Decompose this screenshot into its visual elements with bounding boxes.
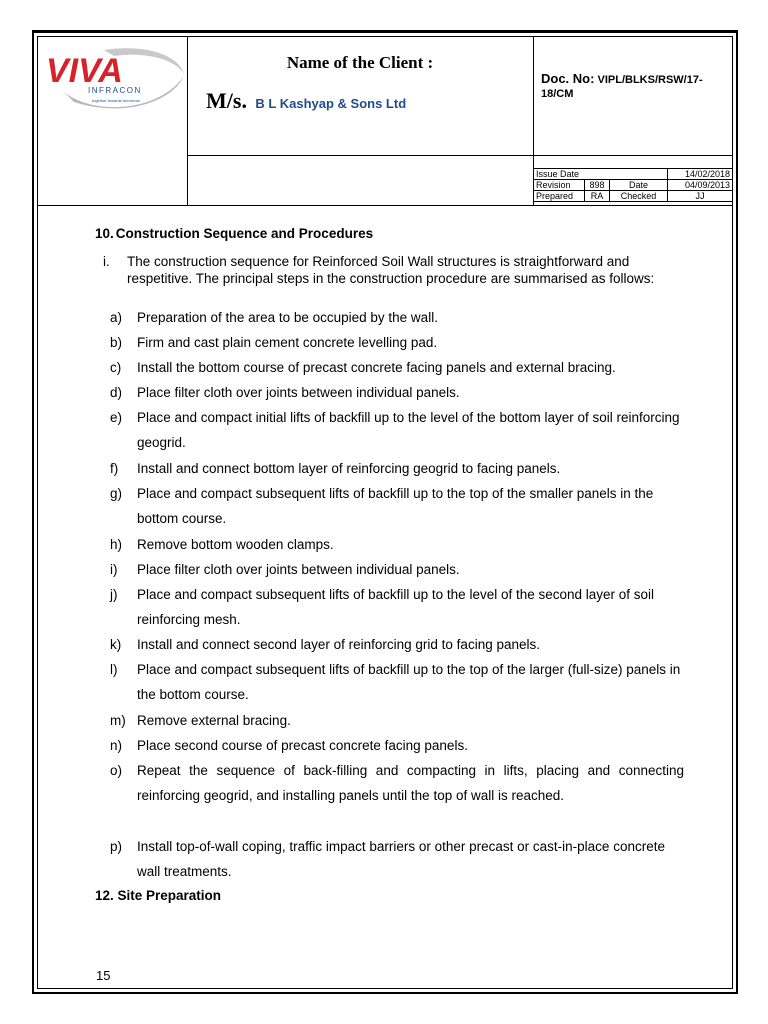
date-label: Date	[610, 180, 668, 191]
list-marker: l)	[110, 662, 118, 677]
prepared-value: RA	[585, 191, 610, 202]
list-item	[110, 758, 684, 808]
list-marker: c)	[110, 360, 122, 375]
list-marker: h)	[110, 537, 123, 552]
prepared-label: Prepared	[534, 191, 585, 202]
list-text: Place and compact subsequent lifts of backfill up to the top of the larger (full-size) panels in the bottom course.	[137, 662, 681, 702]
list-text: Install and connect bottom layer of reinforcing geogrid to facing panels.	[137, 461, 561, 476]
list-marker: i)	[110, 562, 118, 577]
list-marker: p)	[110, 839, 123, 854]
list-text: Install the bottom course of precast concrete facing panels and external bracing.	[137, 360, 616, 375]
client-prefix: M/s.	[206, 88, 247, 113]
list-item	[110, 380, 684, 405]
list-text: Install and connect second layer of reinforcing grid to facing panels.	[137, 637, 540, 652]
table-row	[534, 169, 733, 180]
client-company: B L Kashyap & Sons Ltd	[255, 96, 407, 111]
list-text: Place second course of precast concrete facing panels.	[137, 738, 468, 753]
date-value: 04/09/2013	[668, 180, 733, 191]
list-marker: f)	[110, 461, 119, 476]
list-text: Repeat the sequence of back-filling and compacting in lifts, placing and connecting reinforcing geogrid, and installing panels until the top of wall is reached.	[137, 763, 684, 803]
list-marker: d)	[110, 385, 123, 400]
list-marker: e)	[110, 410, 123, 425]
list-item	[110, 557, 684, 582]
table-row	[534, 191, 733, 202]
company-logo	[44, 46, 186, 124]
client-label: Name of the Client :	[286, 53, 434, 72]
list-text: Place and compact subsequent lifts of backfill up to the top of the smaller panels in the bottom course.	[137, 486, 654, 526]
list-text: Place filter cloth over joints between individual panels.	[137, 562, 460, 577]
list-marker: n)	[110, 738, 123, 753]
list-text: Remove bottom wooden clamps.	[137, 537, 334, 552]
page-number: 15	[96, 968, 111, 983]
list-item	[110, 481, 684, 531]
list-item	[110, 708, 684, 733]
list-text: Place and compact subsequent lifts of backfill up to the level of the second layer of soil reinforcing mesh.	[137, 587, 655, 627]
section-12-heading: 12. Site Preparation	[95, 888, 222, 903]
revision-value: 898	[585, 180, 610, 191]
list-text: Firm and cast plain cement concrete levelling pad.	[137, 335, 438, 350]
list-item	[110, 405, 684, 455]
list-item	[110, 657, 684, 707]
list-text: Install top-of-wall coping, traffic impact barriers or other precast or cast-in-place concrete wall treatments.	[137, 839, 665, 879]
list-item	[110, 305, 684, 330]
list-item	[110, 456, 684, 481]
list-marker: o)	[110, 763, 123, 778]
doc-number-label: Doc. No:	[541, 71, 595, 86]
intro-paragraph	[103, 253, 683, 287]
section-10-heading	[95, 226, 373, 241]
list-item	[110, 733, 684, 758]
list-item	[110, 355, 684, 380]
checked-value: JJ	[668, 191, 733, 202]
list-marker: b)	[110, 335, 123, 350]
list-marker: m)	[110, 713, 126, 728]
list-marker: a)	[110, 310, 123, 325]
list-marker: j)	[110, 587, 118, 602]
svg-text:INFRACON: INFRACON	[88, 86, 142, 95]
header-mid-rule	[187, 155, 733, 156]
revision-label: Revision	[534, 180, 585, 191]
list-text: Remove external bracing.	[137, 713, 291, 728]
svg-text:together towards tomorrow: together towards tomorrow	[92, 98, 140, 103]
list-item	[110, 532, 684, 557]
revision-table	[533, 168, 733, 202]
section-10-number: 10.	[95, 226, 114, 241]
list-item	[110, 582, 684, 632]
issue-date-label: Issue Date	[534, 169, 668, 180]
viva-logo-icon	[44, 46, 186, 124]
list-text: Place and compact initial lifts of backfill up to the level of the bottom layer of soil reinforcing geogrid.	[137, 410, 680, 450]
list-item	[110, 330, 684, 355]
list-marker: g)	[110, 486, 123, 501]
list-marker: k)	[110, 637, 122, 652]
client-name	[206, 88, 406, 114]
issue-date-value: 14/02/2018	[668, 169, 733, 180]
section-10-title: Construction Sequence and Procedures	[115, 226, 374, 241]
doc-number	[541, 72, 733, 101]
intro-text: The construction sequence for Reinforced Soil Wall structures is straightforward and respetitive. The principal steps in the construction procedure are summarised as follows:	[127, 254, 655, 286]
list-text: Preparation of the area to be occupied by the wall.	[137, 310, 438, 325]
list-text: Place filter cloth over joints between individual panels.	[137, 385, 460, 400]
doc-number-value: VIPL/BLKS/RSW/17-18/CM	[541, 74, 703, 100]
table-row	[534, 180, 733, 191]
checked-label: Checked	[610, 191, 668, 202]
list-item	[110, 834, 684, 884]
header-bottom-rule	[37, 205, 733, 206]
intro-marker: i.	[103, 254, 110, 269]
svg-text:VIVA: VIVA	[46, 52, 123, 90]
list-item	[110, 632, 684, 657]
